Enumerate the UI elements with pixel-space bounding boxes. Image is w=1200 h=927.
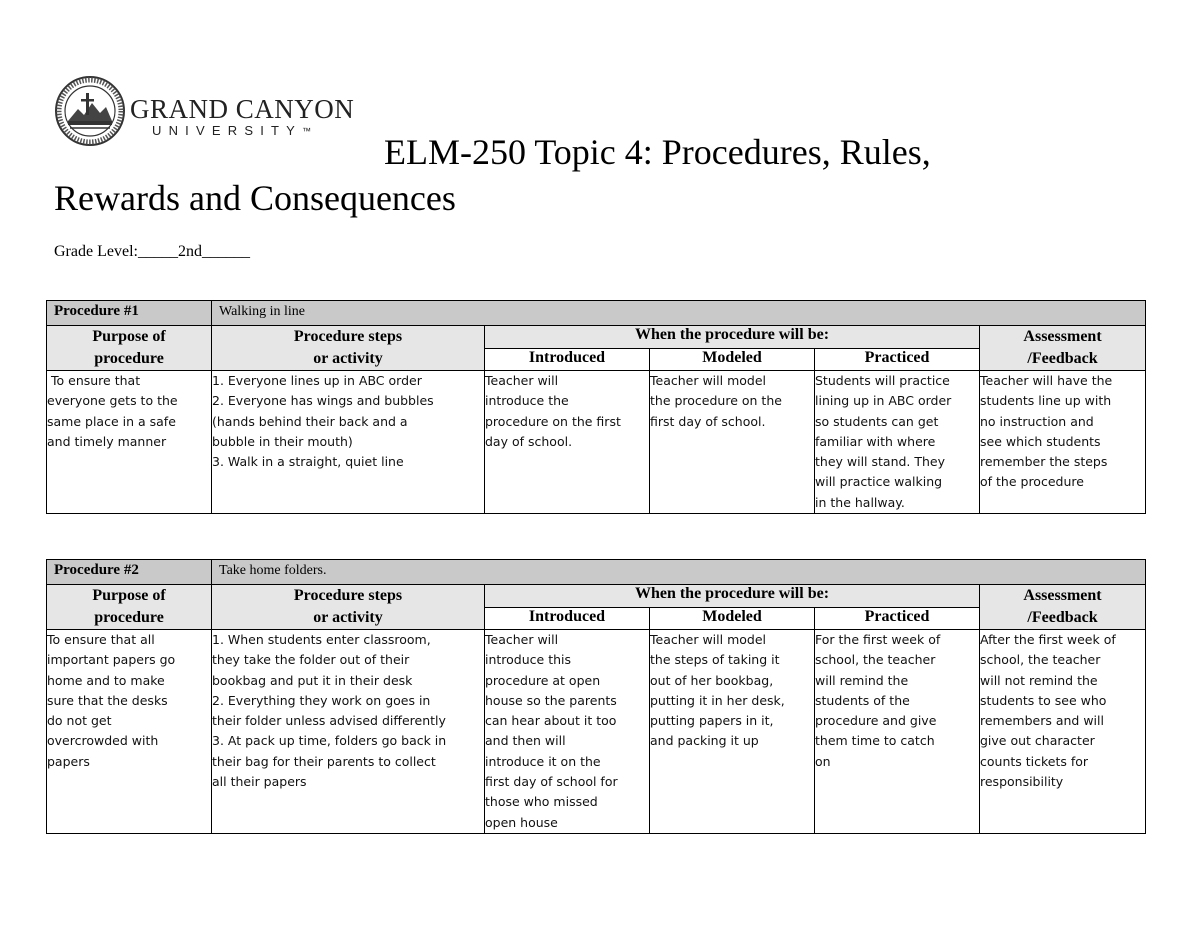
introduced-cell: Teacher will introduce the procedure on the first day of school. [485,371,650,514]
column-header-row [47,585,1146,608]
steps-header: Procedure steps or activity [212,326,485,371]
assessment-header: Assessment /Feedback [980,326,1146,371]
column-header-row [47,326,1146,349]
procedure-number: Procedure #1 [47,301,212,326]
steps-header: Procedure steps or activity [212,585,485,630]
university-name-bottom: UNIVERSITY [152,123,303,138]
document-title-line-2: Rewards and Consequences [54,178,456,218]
procedure-table-1 [46,300,1146,514]
grade-level: Grade Level:_____2nd______ [54,243,250,260]
procedure-name: Take home folders. [212,560,1146,585]
introduced-cell: Teacher will introduce this procedure at open house so the parents can hear about it too and then will introduce it on the first day of school for those who missed open house [485,630,650,834]
procedure-title-row [47,560,1146,585]
modeled-cell: Teacher will model the procedure on the first day of school. [650,371,815,514]
steps-cell: 1. Everyone lines up in ABC order 2. Everyone has wings and bubbles (hands behind their back and a bubble in their mouth) 3. Walk in a straight, quiet line [212,371,485,514]
modeled-header: Modeled [650,349,815,371]
university-wordmark [130,95,354,139]
assessment-cell: After the first week of school, the teacher will not remind the students to see who remembers and will give out character counts tickets for responsibility [980,630,1146,834]
purpose-header: Purpose of procedure [47,585,212,630]
practiced-cell: Students will practice lining up in ABC order so students can get familiar with where they will stand. They will practice walking in the hallway. [815,371,980,514]
modeled-header: Modeled [650,608,815,630]
modeled-cell: Teacher will model the steps of taking it out of her bookbag, putting it in her desk, putting papers in it, and packing it up [650,630,815,834]
practiced-header: Practiced [815,608,980,630]
steps-cell: 1. When students enter classroom, they take the folder out of their bookbag and put it in their desk 2. Everything they work on goes in their folder unless advised differently 3. At pack up time, folders go back in their bag for their parents to collect all their papers [212,630,485,834]
procedure-title-row [47,301,1146,326]
procedure-number: Procedure #2 [47,560,212,585]
procedure-body-row [47,630,1146,834]
assessment-header: Assessment /Feedback [980,585,1146,630]
introduced-header: Introduced [485,349,650,371]
document-title-line-1: ELM-250 Topic 4: Procedures, Rules, [384,132,931,172]
when-header: When the procedure will be: [485,585,980,608]
assessment-cell: Teacher will have the students line up with no instruction and see which students remember the steps of the procedure [980,371,1146,514]
practiced-header: Practiced [815,349,980,371]
purpose-header: Purpose of procedure [47,326,212,371]
trademark-symbol: ™ [302,126,312,136]
procedure-body-row [47,371,1146,514]
introduced-header: Introduced [485,608,650,630]
procedure-name: Walking in line [212,301,1146,326]
university-seal-icon [54,75,126,147]
when-header: When the procedure will be: [485,326,980,349]
practiced-cell: For the first week of school, the teacher will remind the students of the procedure and give them time to catch on [815,630,980,834]
purpose-cell: To ensure that all important papers go home and to make sure that the desks do not get overcrowded with papers [47,630,212,834]
university-logo [54,75,374,147]
purpose-cell: To ensure that everyone gets to the same place in a safe and timely manner [47,371,212,514]
university-name-top: GRAND CANYON [130,94,355,124]
procedure-table-2 [46,559,1146,834]
